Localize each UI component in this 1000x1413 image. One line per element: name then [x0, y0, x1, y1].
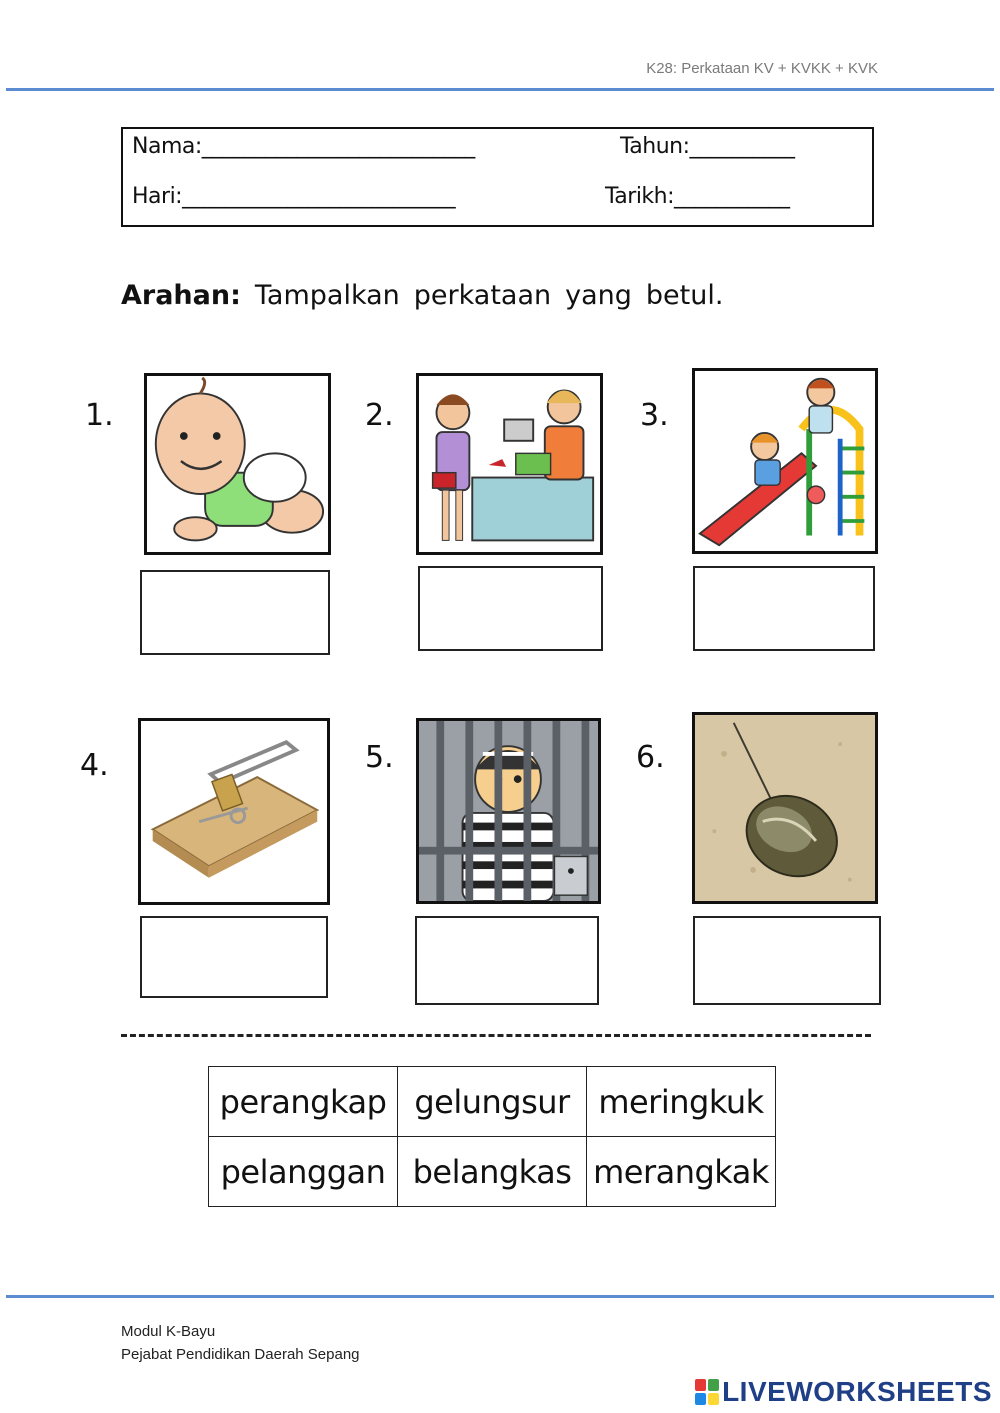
footer-module: Modul K-Bayu — [121, 1323, 216, 1340]
date-field[interactable]: Tarikh:___________ — [605, 184, 790, 209]
footer-office: Pejabat Pendidikan Daerah Sepang — [121, 1346, 360, 1363]
word-bank-row — [209, 1137, 776, 1207]
instruction-word: betul. — [645, 280, 724, 311]
cut-line — [121, 1034, 871, 1037]
question-number-6: 6. — [636, 740, 665, 775]
footer-rule — [6, 1295, 994, 1298]
answer-box-3[interactable] — [693, 566, 875, 651]
question-number-4: 4. — [80, 748, 109, 783]
liveworksheets-icon — [695, 1379, 719, 1405]
picture-playground-slide — [692, 368, 878, 554]
word-card[interactable]: pelanggan — [209, 1137, 398, 1207]
day-field[interactable]: Hari:__________________________ — [132, 184, 456, 209]
word-bank-table — [208, 1066, 776, 1207]
brand-name: LIVEWORKSHEETS — [722, 1376, 992, 1407]
name-field[interactable]: Nama:__________________________ — [132, 134, 475, 159]
word-card[interactable]: belangkas — [398, 1137, 587, 1207]
picture-mouse-trap — [138, 718, 330, 905]
picture-shop-customer — [416, 373, 603, 555]
student-info-box — [121, 127, 874, 227]
word-card[interactable]: meringkuk — [587, 1067, 776, 1137]
instruction-word: Tampalkan — [254, 280, 400, 311]
picture-crawling-baby — [144, 373, 331, 555]
question-number-5: 5. — [365, 740, 394, 775]
picture-prisoner-in-jail — [416, 718, 601, 904]
answer-box-6[interactable] — [693, 916, 881, 1005]
answer-box-1[interactable] — [140, 570, 330, 655]
picture-horseshoe-crab — [692, 712, 878, 904]
question-number-1: 1. — [85, 398, 114, 433]
instruction-label: Arahan: — [121, 280, 241, 311]
word-card[interactable]: gelungsur — [398, 1067, 587, 1137]
answer-box-2[interactable] — [418, 566, 603, 651]
instruction-word: perkataan — [413, 280, 552, 311]
word-bank-row — [209, 1067, 776, 1137]
question-number-3: 3. — [640, 398, 669, 433]
worksheet-code: K28: Perkataan KV + KVKK + KVK — [646, 60, 878, 77]
liveworksheets-logo — [695, 1376, 992, 1408]
answer-box-4[interactable] — [140, 916, 328, 998]
instruction-word: yang — [565, 280, 632, 311]
instruction — [121, 280, 723, 311]
header-rule — [6, 88, 994, 91]
answer-box-5[interactable] — [415, 916, 599, 1005]
question-number-2: 2. — [365, 398, 394, 433]
year-field[interactable]: Tahun:__________ — [620, 134, 795, 159]
word-card[interactable]: merangkak — [587, 1137, 776, 1207]
word-card[interactable]: perangkap — [209, 1067, 398, 1137]
